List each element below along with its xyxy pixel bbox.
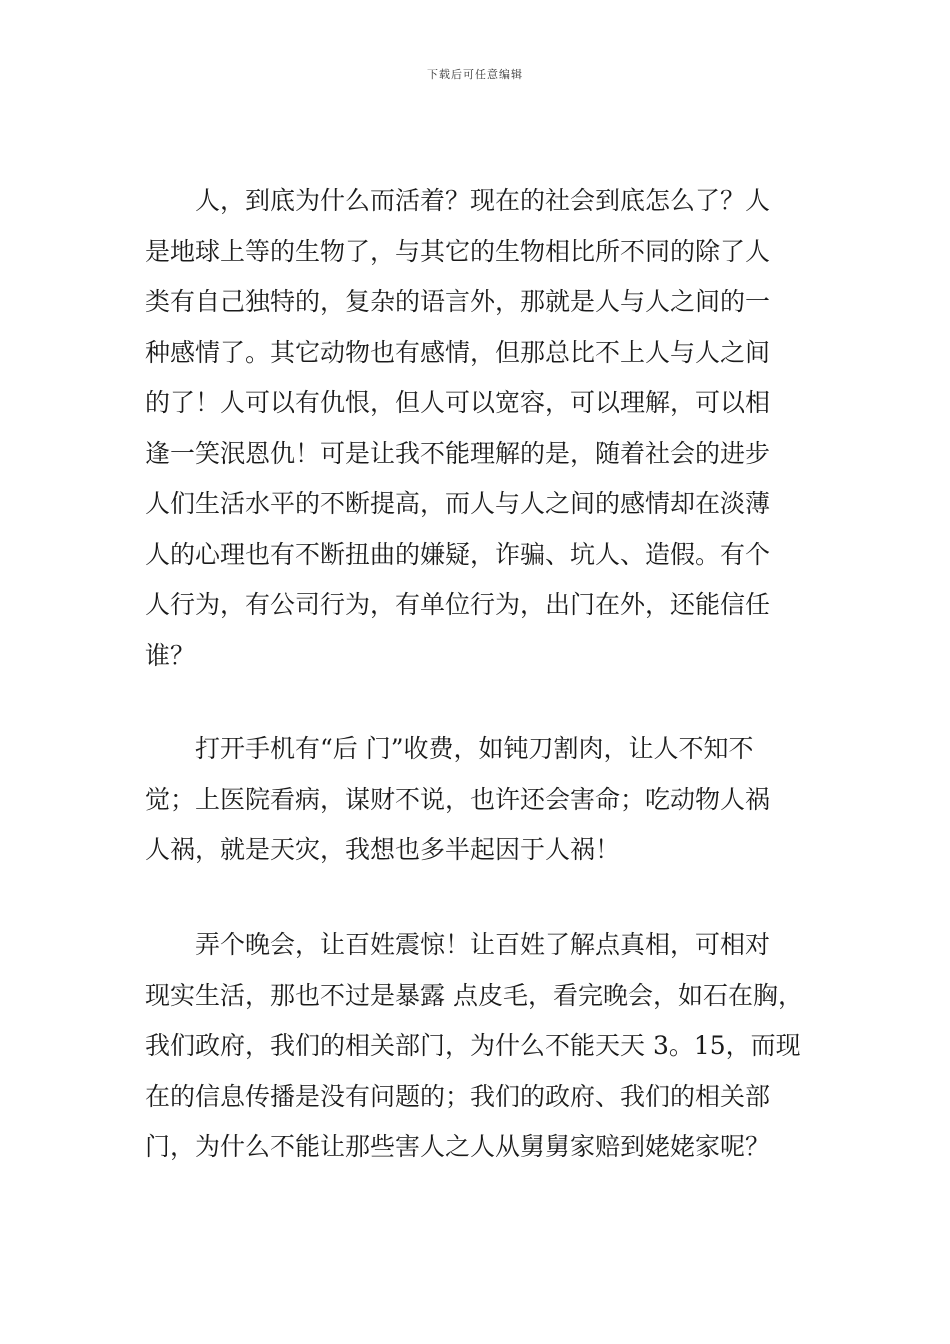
text-line: 人，到底为什么而活着？现在的社会到底怎么了？人 bbox=[195, 186, 771, 215]
text-line: 弄个晚会，让百姓震惊！让百姓了解点真相，可相对 bbox=[195, 930, 771, 959]
text-line: 打开手机有“后 门”收费，如钝刀割肉，让人不知不 bbox=[195, 734, 754, 763]
text-line: 人祸，就是天灾，我想也多半起因于人祸！ bbox=[145, 835, 621, 864]
text-line: 在的信息传播是没有问题的；我们的政府、我们的相关部 bbox=[145, 1081, 771, 1111]
text-line: 是地球上等的生物了，与其它的生物相比所不同的除了人 bbox=[145, 236, 771, 266]
text-line: 类有自己独特的，复杂的语言外，那就是人与人之间的一 bbox=[145, 287, 771, 316]
text-line: 逢一笑泯恩仇！可是让我不能理解的是，随着社会的进步 bbox=[145, 438, 771, 468]
text-line: 现实生活，那也不过是暴露 点皮毛，看完晚会，如石在胸， bbox=[145, 980, 803, 1010]
paragraph-3 bbox=[145, 920, 815, 1173]
text-line: 人行为，有公司行为，有单位行为，出门在外，还能信任 bbox=[145, 590, 771, 619]
paragraph-2 bbox=[145, 724, 815, 876]
text-line: 人的心理也有不断扭曲的嫌疑，诈骗、坑人、造假。有个 bbox=[145, 539, 771, 569]
text-line: 觉；上医院看病，谋财不说，也许还会害命；吃动物人祸 bbox=[145, 784, 771, 814]
text-line: 门，为什么不能让那些害人之人从舅舅家赔到姥姥家呢？ bbox=[145, 1132, 771, 1161]
header-note: 下载后可任意编辑 bbox=[427, 68, 523, 81]
text-line: 人们生活水平的不断提高，而人与人之间的感情却在淡薄 bbox=[145, 489, 771, 518]
text-line: 的了！人可以有仇恨，但人可以宽容，可以理解，可以相 bbox=[145, 388, 771, 417]
text-line: 我们政府，我们的相关部门，为什么不能天天 3。15，而现 bbox=[145, 1031, 801, 1060]
paragraph-1 bbox=[145, 176, 815, 681]
text-line: 谁？ bbox=[145, 640, 196, 670]
text-line: 种感情了。其它动物也有感情，但那总比不上人与人之间 bbox=[145, 337, 771, 367]
